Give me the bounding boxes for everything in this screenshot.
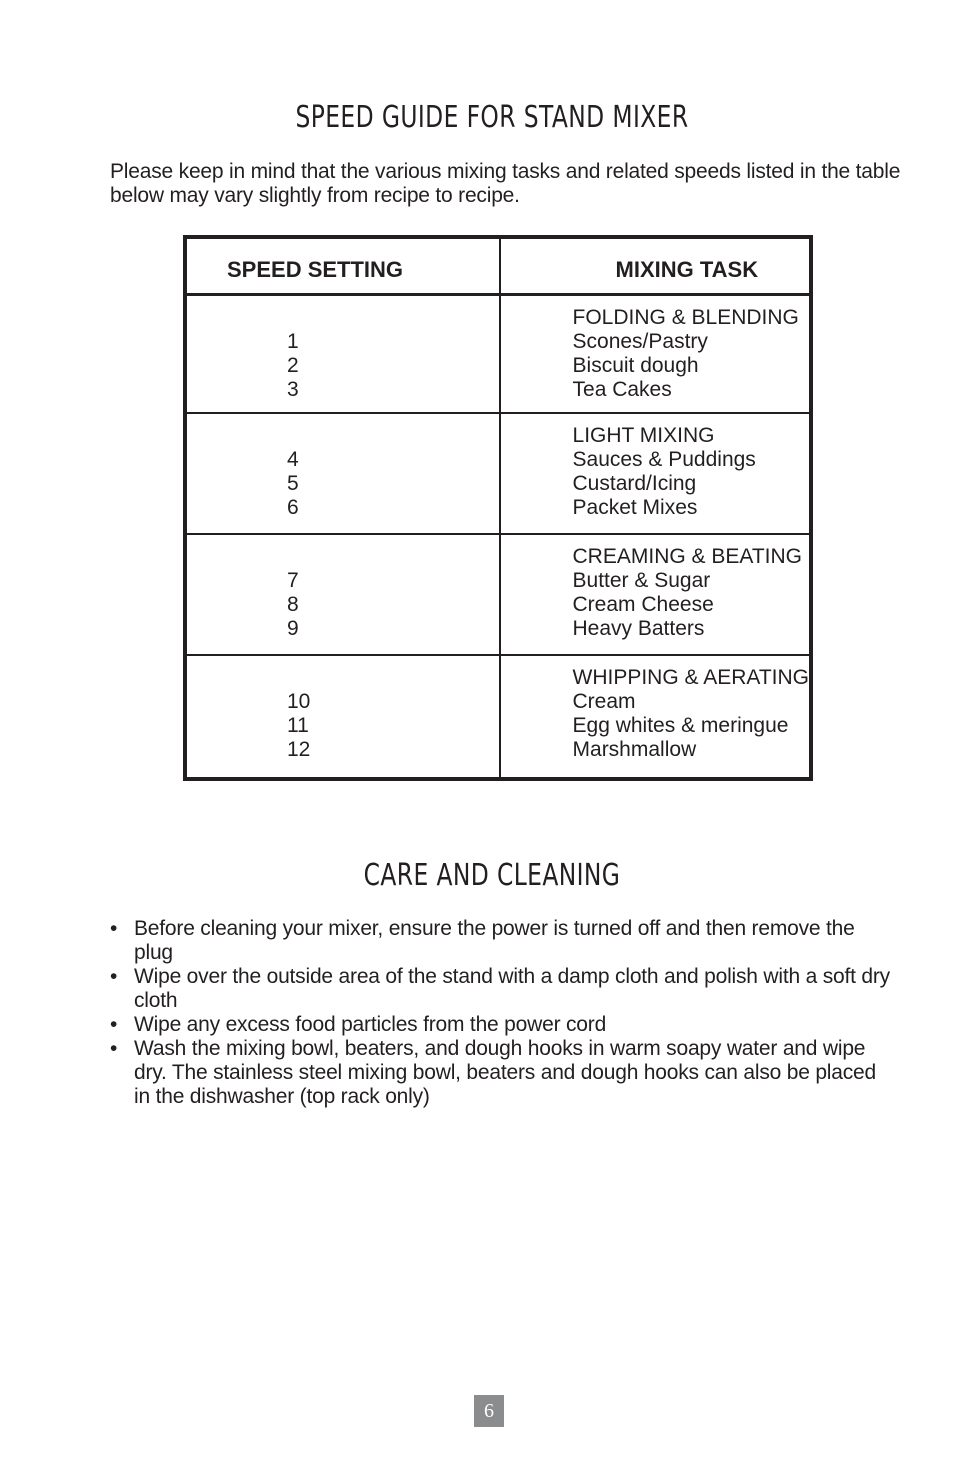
speed-value: 10: [287, 690, 311, 713]
task-category: WHIPPING & AERATING: [572, 666, 809, 689]
speed-table-header-row: [185, 237, 811, 295]
task-item: Custard/Icing: [572, 472, 697, 495]
speed-value: 7: [287, 569, 299, 592]
bullet: •: [110, 965, 118, 988]
list-item: [110, 917, 890, 965]
care-text: Wipe over the outside area of the stand with a damp cloth and polish with a soft dry cloth: [134, 965, 890, 1012]
task-item: Scones/Pastry: [572, 330, 708, 353]
speed-value: 5: [287, 472, 299, 495]
task-item: Cream: [572, 690, 636, 713]
task-item: Biscuit dough: [572, 354, 699, 377]
speed-cell: [185, 655, 500, 779]
speed-cell: [185, 413, 500, 534]
task-item: Heavy Batters: [572, 617, 705, 640]
speed-value: 3: [287, 378, 299, 401]
speed-cell: [185, 295, 500, 414]
list-item: [110, 1013, 890, 1037]
page-number: 6: [474, 1395, 504, 1427]
speed-value: 12: [287, 738, 311, 761]
task-item: Butter & Sugar: [572, 569, 711, 592]
list-item: [110, 1037, 890, 1109]
speed-value: 4: [287, 448, 299, 471]
bullet: •: [110, 1037, 118, 1060]
bullet: •: [110, 917, 118, 940]
task-cell: [500, 413, 811, 534]
speed-value: 6: [287, 496, 299, 519]
task-category: FOLDING & BLENDING: [572, 306, 799, 329]
task-cell: [500, 534, 811, 655]
speed-table: [183, 235, 813, 781]
task-cell: [500, 655, 811, 779]
care-list: [110, 917, 890, 1109]
speed-value: 2: [287, 354, 299, 377]
speed-value: 11: [287, 714, 309, 737]
speed-guide-intro: Please keep in mind that the various mixing tasks and related speeds listed in the table below may vary slightly from recipe to recipe.: [110, 160, 901, 207]
mixing-task-header: MIXING TASK: [500, 237, 811, 295]
task-item: Packet Mixes: [572, 496, 698, 519]
task-category: CREAMING & BEATING: [572, 545, 802, 568]
list-item: [110, 965, 890, 1013]
task-category: LIGHT MIXING: [572, 424, 715, 447]
care-text: Wipe any excess food particles from the power cord: [134, 1013, 607, 1036]
bullet: •: [110, 1013, 118, 1036]
speed-setting-header: SPEED SETTING: [185, 237, 500, 295]
table-row: [185, 534, 811, 655]
speed-guide-title: SPEED GUIDE FOR STAND MIXER: [295, 100, 689, 135]
care-text: Wash the mixing bowl, beaters, and dough hooks in warm soapy water and wipe dry. The stainless steel mixing bowl, beaters and dough hooks can also be placed in the dishwasher (top rack only): [134, 1037, 877, 1108]
care-text: Before cleaning your mixer, ensure the power is turned off and then remove the plug: [134, 917, 855, 964]
task-item: Sauces & Puddings: [572, 448, 756, 471]
table-row: [185, 295, 811, 414]
task-cell: [500, 295, 811, 414]
speed-value: 8: [287, 593, 299, 616]
task-item: Marshmallow: [572, 738, 697, 761]
table-row: [185, 655, 811, 779]
care-cleaning-title: CARE AND CLEANING: [363, 858, 621, 893]
table-row: [185, 413, 811, 534]
task-item: Tea Cakes: [572, 378, 672, 401]
speed-value: 9: [287, 617, 299, 640]
task-item: Egg whites & meringue: [572, 714, 789, 737]
speed-value: 1: [287, 330, 299, 353]
task-item: Cream Cheese: [572, 593, 714, 616]
speed-cell: [185, 534, 500, 655]
